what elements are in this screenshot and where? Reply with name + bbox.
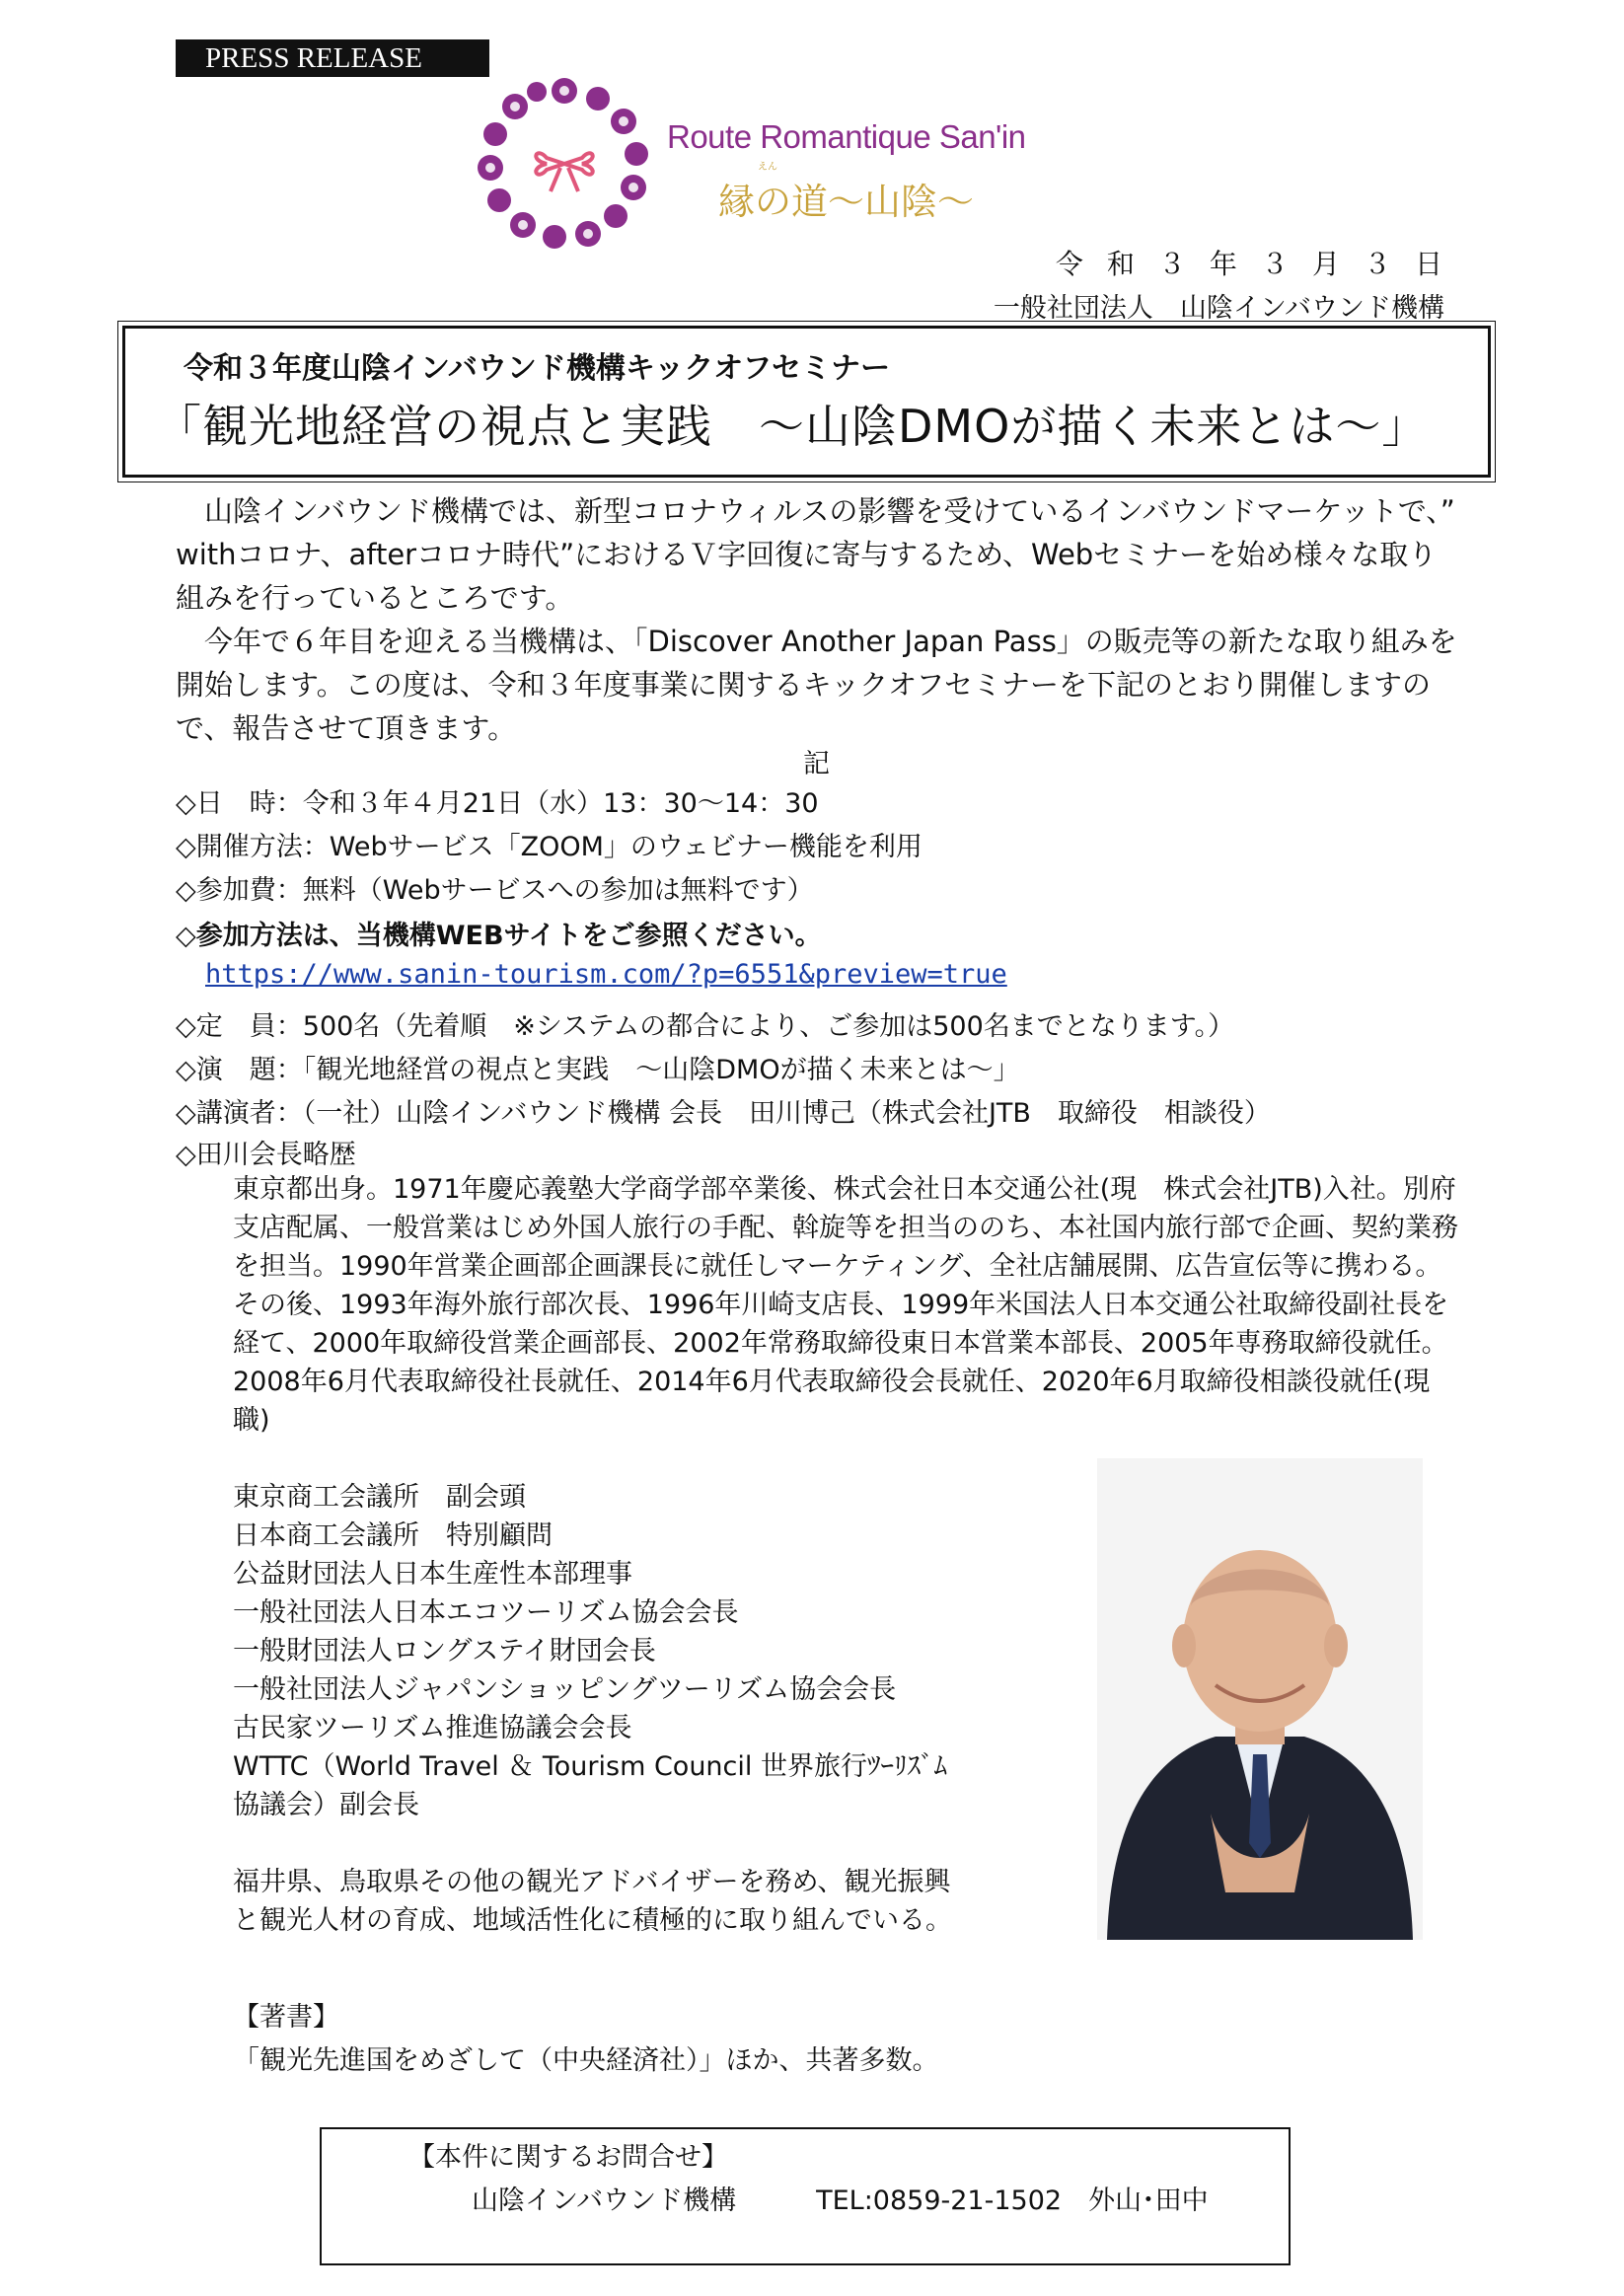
date-part: ３ [1157, 248, 1188, 280]
seminar-subtitle: 令和３年度山陰インバウンド機構キックオフセミナー [184, 351, 891, 386]
role-item: 古民家ツーリズム推進協議会会長 [233, 1713, 632, 1743]
books-heading: 【著書】 [233, 2002, 339, 2033]
date-part: ３ [1363, 248, 1393, 280]
detail-speaker: ◇講演者：（一社）山陰インバウンド機構 会長 田川博己（株式会社JTB 取締役 相談役） [176, 1098, 1271, 1129]
detail-fee: ◇参加費：無料（Webサービスへの参加は無料です） [176, 875, 814, 906]
intro-paragraph-2: 今年で６年目を迎える当機構は、「Discover Another Japan Pass」の販売等の新たな取り組みを開始します。この度は、令和３年度事業に関するキックオフセミナーを下記のとおり開催しますので、報告させて頂きます。 [176, 625, 1457, 745]
intro-text [176, 489, 1458, 750]
date-part: 月 [1311, 248, 1342, 280]
detail-topic: ◇演 題：「観光地経営の視点と実践 〜山陰DMOが描く未来とは〜」 [176, 1055, 1020, 1085]
role-item: 公益財団法人日本生産性本部理事 [233, 1559, 632, 1590]
books-text: 「観光先進国をめざして（中央経済社）」ほか、共著多数。 [233, 2045, 939, 2076]
issuer-organization: 一般社団法人 山陰インバウンド機構 [993, 293, 1444, 324]
intro-paragraph-1: 山陰インバウンド機構では、新型コロナウィルスの影響を受けているインバウンドマーケットで、” withコロナ、afterコロナ時代”におけるＶ字回復に寄与するため、Webセミナーを始め様々な取り組みを行っているところです。 [176, 494, 1455, 615]
brand-ruby: えん [758, 162, 777, 173]
date-part: 年 [1209, 248, 1239, 280]
registration-link[interactable]: https://www.sanin-tourism.com/?p=6551&preview=true [205, 959, 1007, 990]
role-item: 協議会）副会長 [233, 1790, 419, 1820]
role-item: 日本商工会議所 特別顧問 [233, 1520, 553, 1551]
detail-method: ◇開催方法：Webサービス「ZOOM」のウェビナー機能を利用 [176, 832, 923, 862]
speaker-portrait [1097, 1458, 1423, 1940]
speaker-biography: 東京都出身。1971年慶応義塾大学商学部卒業後、株式会社日本交通公社(現 株式会社JTB)入社。別府支店配属、一般営業はじめ外国人旅行の手配、斡旋等を担当ののち、本社国内旅行部で企画、契約業務を担当。1990年営業企画部企画課長に就任しマーケティング、全社店舗展開、広告宣伝等に携わる。その後、1993年海外旅行部次長、1996年川崎支店長、1999年米国法人日本交通公社取締役副社長を経て、2000年取締役営業企画部長、2002年常務取締役東日本営業本部長、2005年専務取締役就任。2008年6月代表取締役社長就任、2014年6月代表取締役会長就任、2020年6月取締役相談役就任(現職) [233, 1174, 1458, 1436]
role-item: 一般社団法人ジャパンショッピングツーリズム協会会長 [233, 1674, 897, 1705]
detail-datetime: ◇日 時：令和３年４月21日（水）13：30〜14：30 [176, 788, 819, 819]
advisor-line: と観光人材の育成、地域活性化に積極的に取り組んでいる。 [233, 1905, 952, 1936]
detail-capacity: ◇定 員：500名（先着順 ※システムの都合により、ご参加は500名までとなります。） [176, 1011, 1235, 1042]
seminar-title: 「観光地経営の視点と実践 〜山陰DMOが描く未来とは〜」 [156, 400, 1429, 453]
logo-ring-icon [478, 77, 651, 251]
contact-details: 山陰インバウンド機構 TEL:0859-21-1502 外山･田中 [472, 2185, 1209, 2216]
date-part: 和 [1106, 248, 1137, 280]
date-part: 令 [1055, 248, 1085, 280]
date-part: 日 [1414, 248, 1444, 280]
role-item: 一般社団法人日本エコツーリズム協会会長 [233, 1597, 739, 1628]
brand-name-en: Route Romantique San'in [667, 118, 1026, 155]
notice-mark: 記 [803, 749, 830, 779]
brand-name-jp: 縁の道〜山陰〜 [718, 181, 974, 223]
role-item: WTTC（World Travel ＆ Tourism Council 世界旅行ﾂｰﾘｽﾞﾑ [233, 1751, 947, 1782]
date-part: ３ [1260, 248, 1291, 280]
detail-bio-heading: ◇田川会長略歴 [176, 1140, 356, 1170]
role-item: 一般財団法人ロングステイ財団会長 [233, 1636, 656, 1666]
speaker-roles [233, 1478, 952, 1940]
detail-how-to-join: ◇参加方法は、当機構WEBサイトをご参照ください。 [176, 921, 822, 951]
role-item: 東京商工会議所 副会頭 [233, 1482, 526, 1513]
release-date [1034, 243, 1444, 282]
advisor-line: 福井県、鳥取県その他の観光アドバイザーを務め、観光振興 [233, 1867, 951, 1897]
contact-heading: 【本件に関するお問合せ】 [408, 2142, 728, 2173]
press-release-label: PRESS RELEASE [176, 39, 489, 77]
